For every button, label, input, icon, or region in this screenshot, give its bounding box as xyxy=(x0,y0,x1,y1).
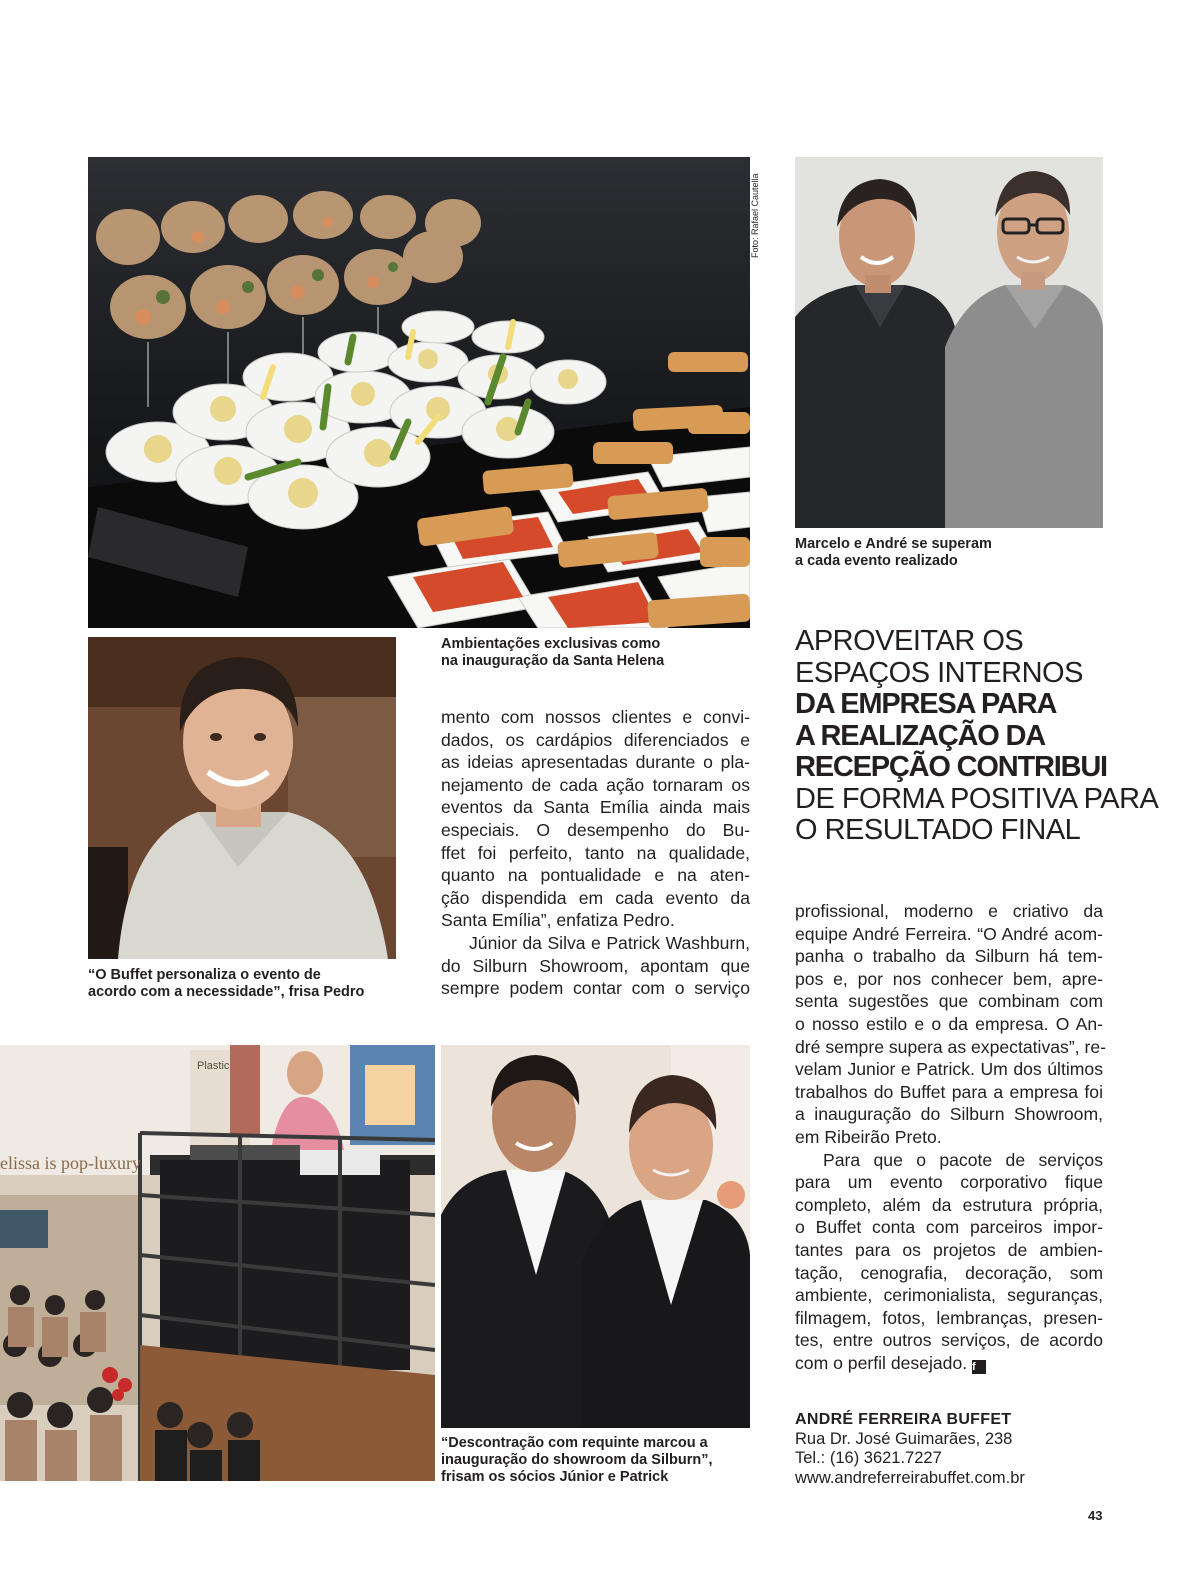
company-name: ANDRÉ FERREIRA BUFFET xyxy=(795,1411,1012,1428)
article-line: nejamento de cada ação tornaram os xyxy=(441,774,750,795)
article-line: filmagem, fotos, lembranças, presen- xyxy=(795,1307,1103,1328)
article-line: velam Junior e Patrick. Um dos últimos xyxy=(795,1059,1103,1080)
article-line: a inauguração do Silburn Showroom, xyxy=(795,1104,1103,1125)
company-phone: Tel.: (16) 3621.7227 xyxy=(795,1449,942,1467)
article-line: Júnior da Silva e Patrick Washburn, xyxy=(469,932,750,953)
article-line: mento com nossos clientes e convi- xyxy=(441,707,750,727)
article-line: para um evento corporativo fique xyxy=(795,1172,1103,1193)
article-line: especiais. O desempenho do Bu- xyxy=(441,819,750,840)
article-line: quanto na pontualidade e na aten- xyxy=(441,865,750,886)
article-line: ambiente, cerimonialista, seguranças, xyxy=(795,1285,1103,1306)
article-line: Para que o pacote de serviços xyxy=(823,1149,1103,1170)
store-panel-text: Plastic xyxy=(197,1060,230,1072)
article-line: em Ribeirão Preto. xyxy=(795,1126,942,1147)
article-line: profissional, moderno e criativo da xyxy=(795,901,1103,921)
article-line: o Buffet conta com parceiros impor- xyxy=(795,1217,1103,1238)
pull-quote-line-bold: A REALIZAÇÃO DA xyxy=(795,719,1045,752)
article-line: tação, cenografia, decoração, som xyxy=(795,1262,1103,1283)
food-display-photo xyxy=(88,157,750,628)
article-line: trabalhos do Buffet para a empresa foi xyxy=(795,1081,1103,1102)
pull-quote-line: ESPAÇOS INTERNOS xyxy=(795,656,1083,689)
pull-quote-line-bold: DA EMPRESA PARA xyxy=(795,688,1057,720)
article-line: equipe André Ferreira. “O André acom- xyxy=(795,923,1103,944)
article-line: do Silburn Showroom, apontam que xyxy=(441,955,750,976)
article-column-right xyxy=(795,900,1106,1374)
article-line: sempre podem contar com o serviço xyxy=(441,978,750,999)
pedro-photo xyxy=(88,637,396,959)
partners-photo xyxy=(441,1045,750,1428)
owners-photo xyxy=(795,157,1103,528)
article-line: dados, os cardápios diferenciados e xyxy=(441,729,750,750)
page-number: 43 xyxy=(1088,1508,1103,1523)
article-column-middle xyxy=(441,706,750,1000)
pull-quote-line: DE FORMA POSITIVA PARA xyxy=(795,782,1159,815)
company-website[interactable]: www.andreferreirabuffet.com.br xyxy=(795,1468,1025,1487)
store-sign-text: elissa is pop-luxury xyxy=(0,1153,141,1173)
article-line: ção dispendida em cada evento da xyxy=(441,887,750,908)
end-of-article-mark: f xyxy=(972,1360,986,1374)
article-line: Santa Emília”, enfatiza Pedro. xyxy=(441,910,675,931)
caption-owners: Marcelo e André se superam a cada evento realizado xyxy=(795,536,992,569)
article-line: pos e, por nos conhecer bem, apre- xyxy=(795,968,1103,989)
pull-quote xyxy=(795,625,1159,847)
article-line: panha o trabalho da Silburn há tem- xyxy=(795,946,1103,967)
caption-pedro: “O Buffet personaliza o evento de acordo com a necessidade”, frisa Pedro xyxy=(88,967,365,1000)
pull-quote-line: O RESULTADO FINAL xyxy=(795,814,1081,846)
showroom-event-photo xyxy=(0,1045,435,1481)
article-line: as ideias apresentadas durante o pla- xyxy=(441,752,750,773)
pull-quote-line-bold: RECEPÇÃO CONTRIBUI xyxy=(795,751,1107,783)
article-line: o nosso estilo e o da empresa. O An- xyxy=(795,1013,1103,1034)
pull-quote-line: APROVEITAR OS xyxy=(795,625,1024,657)
caption-partners: “Descontração com requinte marcou a inauguração do showroom da Silburn”, frisam os sócios Júnior e Patrick xyxy=(441,1435,713,1485)
caption-food: Ambientações exclusivas como na inauguração da Santa Helena xyxy=(441,636,665,669)
article-line: tantes para os projetos de ambien- xyxy=(795,1239,1103,1260)
contact-block xyxy=(795,1410,1025,1488)
article-line: dré sempre supera as expectativas”, re- xyxy=(795,1036,1106,1057)
article-line: ffet foi perfeito, tanto na qualidade, xyxy=(441,842,750,863)
article-line: tes, entre outros serviços, de acordo xyxy=(795,1330,1103,1351)
article-line: senta sugestões que combinam com xyxy=(795,991,1103,1012)
article-line: completo, além da estrutura própria, xyxy=(795,1194,1103,1215)
photo-credit: Foto: Rafael Cautella xyxy=(750,173,760,258)
article-line-final: com o perfil desejado. f xyxy=(795,1352,1103,1375)
company-address: Rua Dr. José Guimarães, 238 xyxy=(795,1429,1013,1448)
article-line: eventos da Santa Emília ainda mais xyxy=(441,797,750,818)
